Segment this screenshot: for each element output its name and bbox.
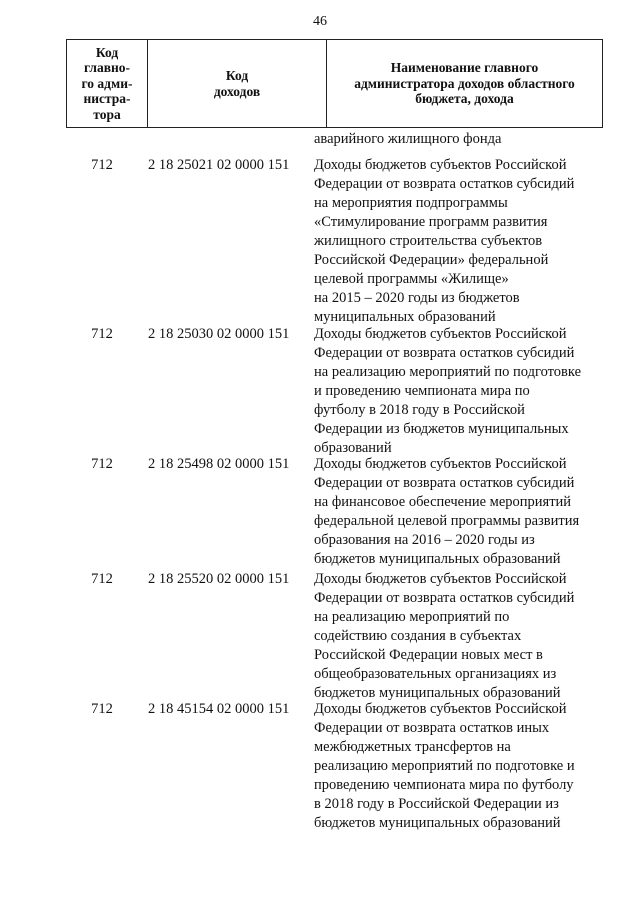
description-line: бюджетов муниципальных образований <box>314 815 561 831</box>
income-description <box>314 325 614 458</box>
description-line: Доходы бюджетов субъектов Российской <box>314 326 567 342</box>
description-line: «Стимулирование программ развития <box>314 214 548 230</box>
header-line: го адми- <box>81 75 133 91</box>
description-line: Федерации от возврата остатков субсидий <box>314 475 575 491</box>
description-line: и проведению чемпионата мира по <box>314 383 530 399</box>
header-income-code <box>148 40 327 128</box>
description-line: Доходы бюджетов субъектов Российской <box>314 701 567 717</box>
header-line: доходов <box>213 83 261 99</box>
header-line: Код <box>95 44 119 60</box>
header-line: бюджета, дохода <box>415 91 514 107</box>
header-line: Код <box>225 68 249 83</box>
income-description <box>314 570 614 703</box>
income-code: 2 18 25030 02 0000 151 <box>148 326 290 342</box>
table-header <box>66 39 603 128</box>
description-line: Доходы бюджетов субъектов Российской <box>314 456 567 472</box>
description-line: Федерации от возврата остатков иных <box>314 720 550 736</box>
page-number: 46 <box>313 14 327 29</box>
income-description <box>314 700 614 833</box>
description-line: футболу в 2018 году в Российской <box>314 402 525 418</box>
description-line: содействию создания в субъектах <box>314 628 522 644</box>
description-line: Доходы бюджетов субъектов Российской <box>314 157 567 173</box>
description-line: Доходы бюджетов субъектов Российской <box>314 571 567 587</box>
admin-code: 712 <box>91 157 113 173</box>
income-description <box>314 455 614 569</box>
header-line: нистра- <box>83 91 131 107</box>
income-description <box>314 156 614 327</box>
description-line: проведению чемпионата мира по футболу <box>314 777 574 793</box>
header-line: тора <box>93 106 121 122</box>
description-line: в 2018 году в Российской Федерации из <box>314 796 559 812</box>
description-line: федеральной целевой программы развития <box>314 513 580 529</box>
description-line: Федерации из бюджетов муниципальных <box>314 421 569 437</box>
description-line: целевой программы «Жилище» <box>314 271 509 287</box>
description-line: бюджетов муниципальных образований <box>314 551 561 567</box>
description-line: на 2015 – 2020 годы из бюджетов <box>314 290 520 306</box>
admin-code: 712 <box>91 571 113 587</box>
income-code: 2 18 25520 02 0000 151 <box>148 571 290 587</box>
header-name <box>327 40 603 128</box>
header-admin-code <box>67 40 148 128</box>
description-line: общеобразовательных организациях из <box>314 666 557 682</box>
description-line: межбюджетных трансфертов на <box>314 739 511 755</box>
description-line: муниципальных образований <box>314 309 496 325</box>
income-code: 2 18 25021 02 0000 151 <box>148 157 290 173</box>
header-line: Наименование главного <box>390 60 539 76</box>
income-code: 2 18 25498 02 0000 151 <box>148 456 290 472</box>
description-line: образования на 2016 – 2020 годы из <box>314 532 535 548</box>
description-line: на реализацию мероприятий по <box>314 609 510 625</box>
description-line: Федерации от возврата остатков субсидий <box>314 345 575 361</box>
description-line: на мероприятия подпрограммы <box>314 195 508 211</box>
description-line: реализацию мероприятий по подготовке и <box>314 758 575 774</box>
description-line: Российской Федерации» федеральной <box>314 252 549 268</box>
description-line: Российской Федерации новых мест в <box>314 647 543 663</box>
header-line: главно- <box>83 60 131 76</box>
admin-code: 712 <box>91 326 113 342</box>
header-line: администратора доходов областного <box>354 75 575 91</box>
description-line: на финансовое обеспечение мероприятий <box>314 494 572 510</box>
description-line: жилищного строительства субъектов <box>314 233 543 249</box>
description-line: образований <box>314 440 392 456</box>
admin-code: 712 <box>91 701 113 717</box>
description-line: Федерации от возврата остатков субсидий <box>314 176 575 192</box>
income-code: 2 18 45154 02 0000 151 <box>148 701 290 717</box>
description-line: Федерации от возврата остатков субсидий <box>314 590 575 606</box>
description-line: бюджетов муниципальных образований <box>314 685 561 701</box>
continuation-text: аварийного жилищного фонда <box>314 131 502 147</box>
description-line: на реализацию мероприятий по подготовке <box>314 364 582 380</box>
admin-code: 712 <box>91 456 113 472</box>
